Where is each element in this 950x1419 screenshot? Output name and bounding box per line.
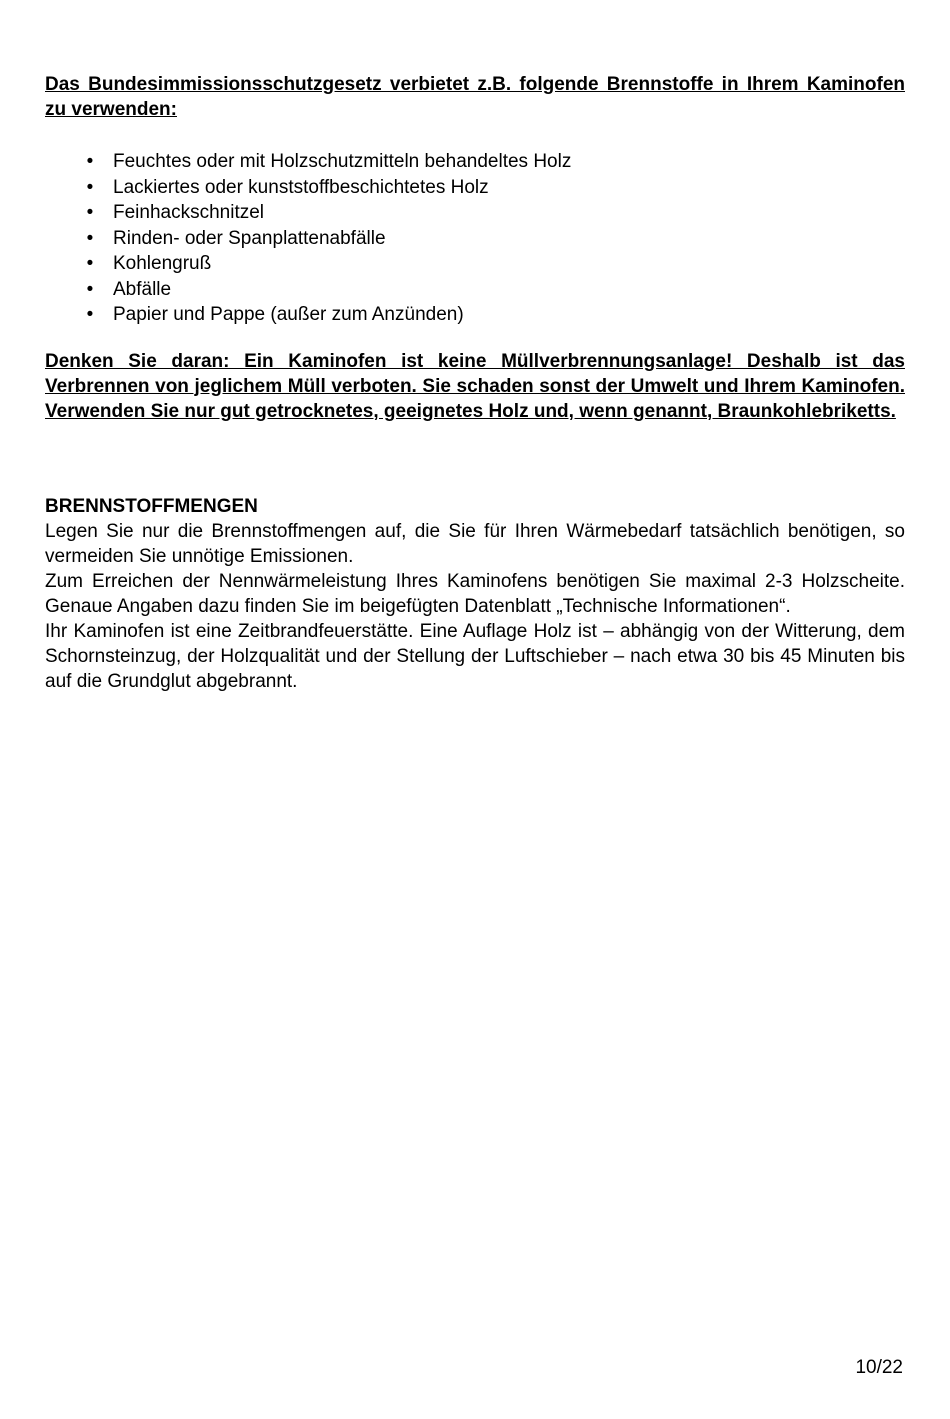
bullet-icon: • <box>86 151 94 172</box>
list-item-text: Abfälle <box>113 278 172 300</box>
bullet-icon: • <box>86 202 94 223</box>
list-item-text: Rinden- oder Spanplattenabfälle <box>113 227 386 249</box>
list-item-text: Kohlengruß <box>113 253 212 274</box>
bullet-icon: • <box>86 253 94 274</box>
document-page <box>45 72 905 694</box>
list-item-text: Feuchtes oder mit Holzschutzmitteln behandeltes Holz <box>113 151 572 172</box>
list-item <box>45 226 905 252</box>
list-item <box>45 149 905 175</box>
bullet-icon: • <box>86 227 94 249</box>
page-number: 10/22 <box>855 1357 903 1378</box>
paragraph: Zum Erreichen der Nennwärmeleistung Ihres Kaminofens benötigen Sie maximal 2-3 Holzscheite. Genaue Angaben dazu finden Sie im beigefügten Datenblatt „Technische Informationen“. <box>45 570 905 617</box>
bullet-icon: • <box>86 304 94 325</box>
list-item-text: Papier und Pappe (außer zum Anzünden) <box>113 304 464 325</box>
section-title: BRENNSTOFFMENGEN <box>45 495 258 517</box>
warning-notice: Denken Sie daran: Ein Kaminofen ist keine Müllverbrennungsanlage! Deshalb ist das Verbrennen von jeglichem Müll verboten. Sie schaden sonst der Umwelt und Ihrem Kaminofen. Verwenden Sie nur gut getrocknetes, geeignetes Holz und, wenn genannt, Braunkohlebriketts. <box>45 350 905 422</box>
bullet-icon: • <box>86 278 94 300</box>
list-item <box>45 200 905 226</box>
bullet-icon: • <box>86 176 94 198</box>
list-item <box>45 251 905 277</box>
paragraph: Legen Sie nur die Brennstoffmengen auf, die Sie für Ihren Wärmebedarf tatsächlich benötigen, so vermeiden Sie unnötige Emissionen. <box>45 520 905 567</box>
list-item <box>45 277 905 303</box>
paragraph: Ihr Kaminofen ist eine Zeitbrandfeuerstätte. Eine Auflage Holz ist – abhängig von der Witterung, dem Schornsteinzug, der Holzqualität und der Stellung der Luftschieber – nach etwa 30 bis 45 Minuten bis auf die Grundglut abgebrannt. <box>45 620 905 692</box>
list-item <box>45 175 905 201</box>
list-item-text: Lackiertes oder kunststoffbeschichtetes Holz <box>113 176 489 198</box>
list-item-text: Feinhackschnitzel <box>113 202 265 223</box>
prohibited-fuels-list <box>45 149 905 328</box>
list-item <box>45 302 905 328</box>
intro-heading: Das Bundesimmissionsschutzgesetz verbietet z.B. folgende Brennstoffe in Ihrem Kaminofen zu verwenden: <box>45 74 905 120</box>
